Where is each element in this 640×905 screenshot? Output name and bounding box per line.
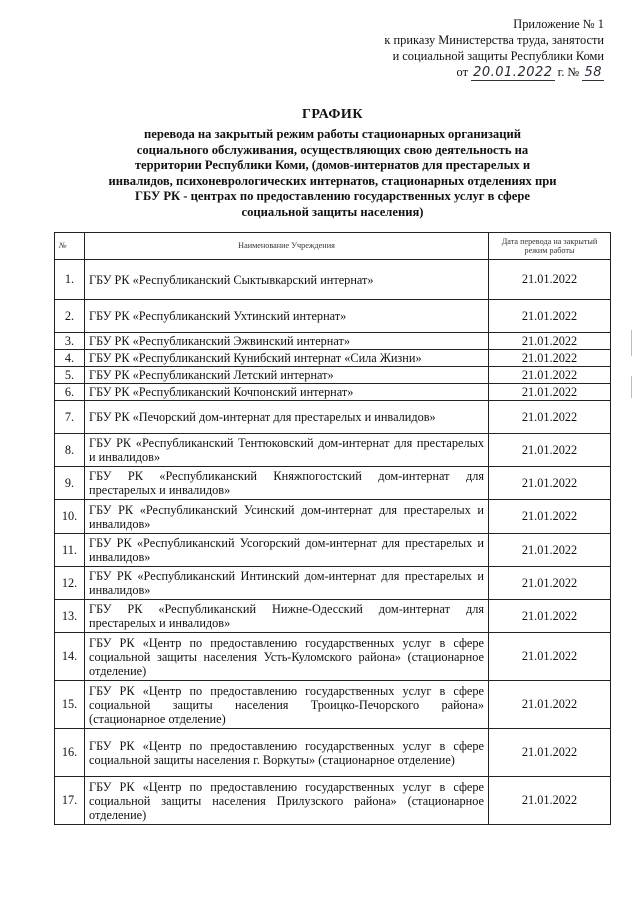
handwritten-order-number: 58 [584, 65, 602, 80]
row-transfer-date: 21.01.2022 [489, 401, 611, 434]
row-institution-name: ГБУ РК «Республиканский Ухтинский интернат» [85, 300, 489, 333]
table-row [55, 467, 611, 500]
document-title [60, 106, 605, 220]
title-line-1: перевода на закрытый режим работы стационарных организаций [143, 127, 521, 141]
row-institution-name: ГБУ РК «Центр по предоставлению государственных услуг в сфере социальной защиты населения Троицко-Печорского района» (стационарное отделение) [85, 681, 489, 729]
row-institution-name: ГБУ РК «Республиканский Кочпонский интернат» [85, 384, 489, 401]
row-transfer-date: 21.01.2022 [489, 600, 611, 633]
row-transfer-date: 21.01.2022 [489, 777, 611, 825]
row-number: 15. [55, 681, 85, 729]
title-line-4: инвалидов, психоневрологических интернатов, стационарных отделениях при [108, 173, 557, 188]
table-row [55, 681, 611, 729]
row-transfer-date: 21.01.2022 [489, 384, 611, 401]
annex-title: Приложение № 1 [513, 17, 604, 31]
row-number: 5. [55, 367, 85, 384]
scan-margin-mark [631, 330, 632, 356]
row-number: 16. [55, 729, 85, 777]
title-line-3: территории Республики Коми, (домов-интернатов для престарелых и [134, 158, 531, 172]
row-transfer-date: 21.01.2022 [489, 367, 611, 384]
table-row [55, 729, 611, 777]
header-transfer-date: Дата перевода на закрытый режим работы [489, 233, 611, 260]
table-row [55, 300, 611, 333]
annex-date-suffix: г. № [557, 65, 580, 79]
row-number: 17. [55, 777, 85, 825]
scan-margin-mark [631, 376, 632, 398]
table-row [55, 777, 611, 825]
row-number: 11. [55, 534, 85, 567]
title-heading: ГРАФИК [302, 107, 363, 122]
row-number: 3. [55, 333, 85, 350]
row-institution-name: ГБУ РК «Республиканский Сыктывкарский интернат» [85, 260, 489, 300]
row-number: 7. [55, 401, 85, 434]
table-row [55, 567, 611, 600]
annex-ministry-line: и социальной защиты Республики Коми [392, 49, 604, 63]
row-institution-name: ГБУ РК «Республиканский Нижне-Одесский дом-интернат для престарелых и инвалидов» [85, 600, 489, 633]
table-row [55, 350, 611, 367]
table-header-row [55, 233, 611, 260]
table-row [55, 633, 611, 681]
table-row [55, 367, 611, 384]
row-institution-name: ГБУ РК «Республиканский Княжпогостский дом-интернат для престарелых и инвалидов» [85, 467, 489, 500]
row-institution-name: ГБУ РК «Центр по предоставлению государственных услуг в сфере социальной защиты населения Усть-Куломского района» (стационарное отделение) [85, 633, 489, 681]
row-number: 4. [55, 350, 85, 367]
row-number: 8. [55, 434, 85, 467]
row-number: 10. [55, 500, 85, 534]
annex-order-line: к приказу Министерства труда, занятости [384, 33, 604, 47]
row-transfer-date: 21.01.2022 [489, 333, 611, 350]
row-transfer-date: 21.01.2022 [489, 467, 611, 500]
annex-date-prefix: от [456, 65, 468, 79]
row-number: 1. [55, 260, 85, 300]
title-line-6: социальной защиты населения) [241, 204, 424, 219]
row-transfer-date: 21.01.2022 [489, 260, 611, 300]
row-institution-name: ГБУ РК «Печорский дом-интернат для престарелых и инвалидов» [85, 401, 489, 434]
row-institution-name: ГБУ РК «Республиканский Усинский дом-интернат для престарелых и инвалидов» [85, 500, 489, 534]
handwritten-date: 20.01.2022 [473, 65, 553, 80]
row-transfer-date: 21.01.2022 [489, 500, 611, 534]
table-row [55, 401, 611, 434]
table-row [55, 534, 611, 567]
row-transfer-date: 21.01.2022 [489, 300, 611, 333]
row-transfer-date: 21.01.2022 [489, 434, 611, 467]
row-institution-name: ГБУ РК «Республиканский Эжвинский интернат» [85, 333, 489, 350]
row-transfer-date: 21.01.2022 [489, 534, 611, 567]
table-row [55, 384, 611, 401]
annex-header [384, 16, 604, 81]
row-transfer-date: 21.01.2022 [489, 633, 611, 681]
annex-date-line [384, 64, 604, 81]
row-institution-name: ГБУ РК «Центр по предоставлению государственных услуг в сфере социальной защиты населения Прилузского района» (стационарное отделение) [85, 777, 489, 825]
row-institution-name: ГБУ РК «Республиканский Летский интернат» [85, 367, 489, 384]
table-row [55, 600, 611, 633]
row-institution-name: ГБУ РК «Центр по предоставлению государственных услуг в сфере социальной защиты населения г. Воркуты» (стационарное отделение) [85, 729, 489, 777]
row-number: 9. [55, 467, 85, 500]
row-transfer-date: 21.01.2022 [489, 681, 611, 729]
row-transfer-date: 21.01.2022 [489, 729, 611, 777]
row-institution-name: ГБУ РК «Республиканский Тентюковский дом-интернат для престарелых и инвалидов» [85, 434, 489, 467]
table-row [55, 333, 611, 350]
row-number: 6. [55, 384, 85, 401]
header-number: № [55, 233, 85, 260]
row-institution-name: ГБУ РК «Республиканский Интинский дом-интернат для престарелых и инвалидов» [85, 567, 489, 600]
row-institution-name: ГБУ РК «Республиканский Кунибский интернат «Сила Жизни» [85, 350, 489, 367]
table-row [55, 434, 611, 467]
title-line-2: социального обслуживания, осуществляющих свою деятельность на [136, 142, 529, 157]
institutions-table [54, 232, 611, 825]
table-row [55, 500, 611, 534]
row-institution-name: ГБУ РК «Республиканский Усогорский дом-интернат для престарелых и инвалидов» [85, 534, 489, 567]
row-number: 2. [55, 300, 85, 333]
row-number: 13. [55, 600, 85, 633]
row-number: 14. [55, 633, 85, 681]
title-line-5: ГБУ РК - центрах по предоставлению государственных услуг в сфере [135, 189, 530, 203]
table-row [55, 260, 611, 300]
row-number: 12. [55, 567, 85, 600]
header-institution-name: Наименование Учреждения [85, 233, 489, 260]
row-transfer-date: 21.01.2022 [489, 350, 611, 367]
row-transfer-date: 21.01.2022 [489, 567, 611, 600]
